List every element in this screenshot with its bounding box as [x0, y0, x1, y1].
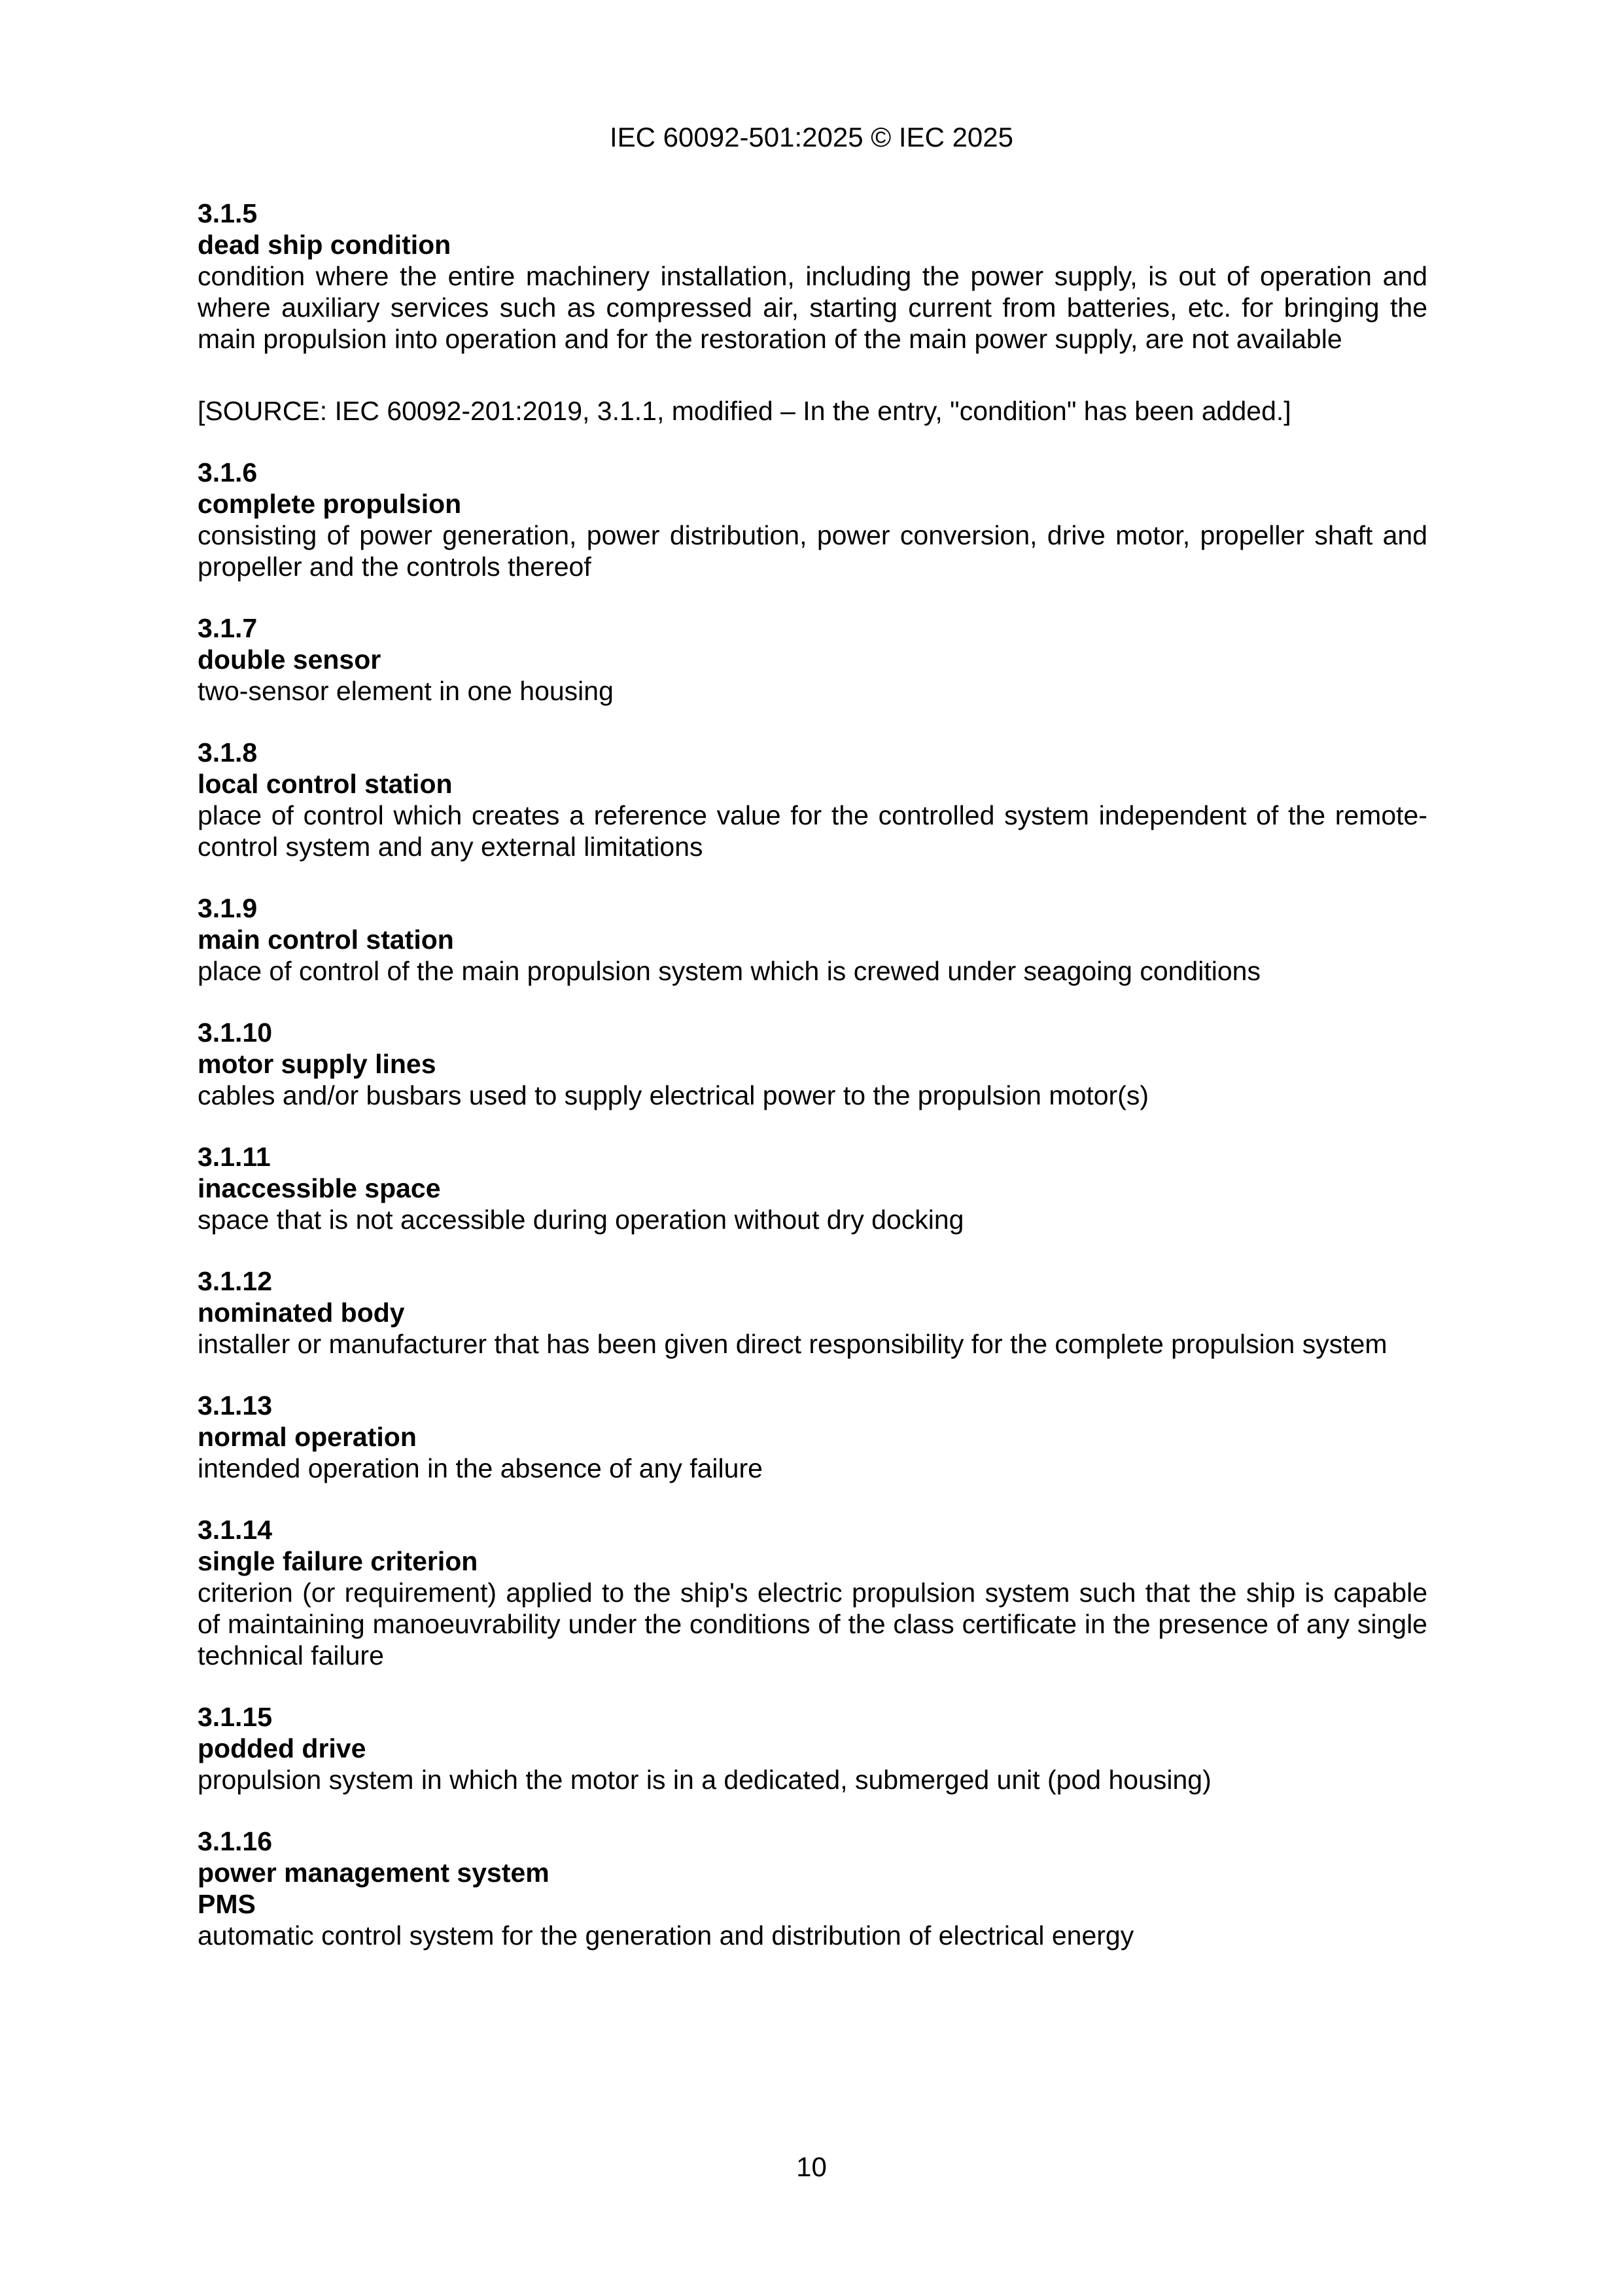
term-title: double sensor — [198, 645, 381, 675]
term-title: podded drive — [198, 1733, 366, 1763]
term-definition: installer or manufacturer that has been given direct responsibility for the complete propulsion system — [198, 1329, 1387, 1359]
term-title: single failure criterion — [198, 1546, 478, 1576]
term-definition: propulsion system in which the motor is in a dedicated, submerged unit (pod housing) — [198, 1765, 1212, 1795]
term-number: 3.1.6 — [198, 457, 258, 487]
term-definition: space that is not accessible during operation without dry docking — [198, 1205, 964, 1235]
term-title: power management system — [198, 1858, 550, 1888]
term-title: normal operation — [198, 1422, 417, 1452]
term-title: nominated body — [198, 1298, 405, 1328]
term-title: dead ship condition — [198, 230, 451, 260]
term-entry-3-1-14 — [198, 1514, 1427, 1671]
term-definition: intended operation in the absence of any failure — [198, 1453, 763, 1483]
term-entry-3-1-6 — [198, 457, 1427, 582]
term-entry-3-1-13 — [198, 1390, 1427, 1484]
term-title: motor supply lines — [198, 1049, 436, 1079]
term-number: 3.1.16 — [198, 1826, 272, 1856]
term-entry-3-1-8 — [198, 737, 1427, 862]
term-source: [SOURCE: IEC 60092-201:2019, 3.1.1, modified – In the entry, "condition" has been added.] — [198, 396, 1291, 426]
term-title: complete propulsion — [198, 489, 462, 519]
term-number: 3.1.7 — [198, 613, 258, 643]
term-entry-3-1-5 — [198, 198, 1427, 427]
term-number: 3.1.9 — [198, 893, 258, 923]
term-definition: place of control of the main propulsion system which is crewed under seagoing conditions — [198, 956, 1261, 986]
term-entry-3-1-11 — [198, 1141, 1427, 1235]
term-number: 3.1.12 — [198, 1266, 272, 1296]
term-number: 3.1.14 — [198, 1515, 272, 1545]
term-number: 3.1.10 — [198, 1017, 272, 1048]
term-number: 3.1.8 — [198, 737, 258, 768]
term-number: 3.1.5 — [198, 198, 258, 228]
term-definition: cables and/or busbars used to supply electrical power to the propulsion motor(s) — [198, 1080, 1149, 1110]
term-title: inaccessible space — [198, 1173, 441, 1203]
terms-list — [198, 198, 1427, 1981]
term-entry-3-1-16 — [198, 1826, 1427, 1951]
page-number: 10 — [796, 2151, 827, 2182]
term-definition: consisting of power generation, power distribution, power conversion, drive motor, propeller shaft and propeller and the controls thereof — [198, 520, 1427, 582]
term-definition: place of control which creates a reference value for the controlled system independent of the remote-control system and any external limitations — [198, 800, 1427, 862]
term-number: 3.1.11 — [198, 1142, 271, 1172]
term-title: main control station — [198, 925, 454, 955]
term-definition: criterion (or requirement) applied to the ship's electric propulsion system such that the ship is capable of maintaining manoeuvrability under the conditions of the class certificate in the presence of any single technical failure — [198, 1578, 1427, 1670]
term-abbreviation: PMS — [198, 1889, 256, 1919]
term-number: 3.1.15 — [198, 1702, 272, 1732]
term-number: 3.1.13 — [198, 1390, 272, 1421]
term-definition: two-sensor element in one housing — [198, 676, 614, 706]
term-definition: automatic control system for the generation and distribution of electrical energy — [198, 1920, 1134, 1951]
term-entry-3-1-9 — [198, 892, 1427, 987]
term-entry-3-1-10 — [198, 1017, 1427, 1111]
term-entry-3-1-12 — [198, 1265, 1427, 1360]
term-title: local control station — [198, 769, 453, 799]
page-header: IEC 60092-501:2025 © IEC 2025 — [609, 122, 1014, 152]
term-entry-3-1-15 — [198, 1701, 1427, 1795]
term-entry-3-1-7 — [198, 612, 1427, 707]
term-definition: condition where the entire machinery installation, including the power supply, is out of operation and where auxiliary services such as compressed air, starting current from batteries, etc. for bringing the main propulsion into operation and for the restoration of the main power supply, are not available — [198, 261, 1427, 354]
